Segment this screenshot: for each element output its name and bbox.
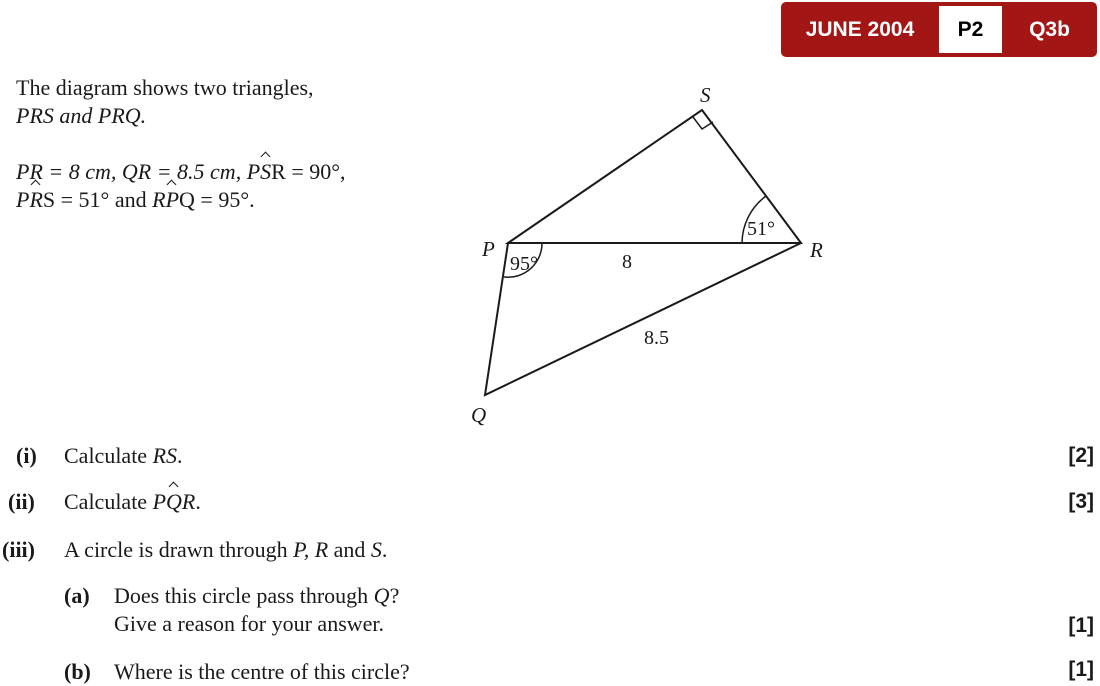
intro-line-1: The diagram shows two triangles, xyxy=(16,75,314,100)
label-angle-p: 95° xyxy=(510,253,538,275)
label-point-q: Q xyxy=(471,403,487,427)
question-number: Q3b xyxy=(1029,18,1070,41)
given-values xyxy=(16,158,346,214)
part-iii-b-marks: [1] xyxy=(1068,658,1094,681)
label-length-qr: 8.5 xyxy=(644,327,669,349)
intro-line-2 xyxy=(16,102,314,130)
part-iii-b-text: Where is the centre of this circle? xyxy=(114,659,410,684)
part-i-marks: [2] xyxy=(1068,444,1094,467)
label-point-s: S xyxy=(700,83,711,107)
part-i-number: (i) xyxy=(16,443,37,468)
part-iii-b-number: (b) xyxy=(64,659,91,684)
given-pr: PR = 8 cm, xyxy=(16,159,122,184)
part-ii-marks: [3] xyxy=(1068,490,1094,513)
label-point-r: R xyxy=(810,238,823,262)
paper-number: P2 xyxy=(939,6,1002,53)
angle-prs-vertex: R xyxy=(29,187,43,212)
triangles-svg xyxy=(440,70,850,440)
part-iii-a-number: (a) xyxy=(64,583,90,608)
part-iii-a-marks: [1] xyxy=(1068,614,1094,637)
part-iii-a-line-2: Give a reason for your answer. xyxy=(114,611,385,636)
exam-date: JUNE 2004 xyxy=(805,18,915,41)
triangles-diagram xyxy=(440,70,850,440)
angle-rpq-end: Q = 95°. xyxy=(179,187,255,212)
angle-rpq-vertex: P xyxy=(165,187,180,212)
angle-psr-start: P xyxy=(246,159,261,184)
intro-description xyxy=(16,74,314,130)
angle-psr-end: R = 90°, xyxy=(271,159,346,184)
angle-prs-end: S = 51° and xyxy=(42,187,153,212)
part-ii-text: Calculate PQR. xyxy=(64,489,201,514)
part-ii-number: (ii) xyxy=(8,489,35,514)
part-i-text: Calculate RS. xyxy=(64,443,183,468)
part-iii-a-line-1: Does this circle pass through Q? xyxy=(114,583,400,608)
given-qr: QR = 8.5 cm, xyxy=(121,159,247,184)
angle-psr-vertex: S xyxy=(260,159,272,184)
part-iii xyxy=(0,536,1100,566)
question-reference-badge xyxy=(781,2,1097,57)
given-line-2 xyxy=(16,186,346,214)
part-ii xyxy=(0,488,1100,518)
part-iii-a xyxy=(0,582,1100,642)
label-point-p: P xyxy=(482,237,495,261)
part-iii-b xyxy=(0,658,1100,686)
label-angle-r: 51° xyxy=(747,218,775,240)
label-length-pr: 8 xyxy=(622,251,632,273)
part-iii-number: (iii) xyxy=(2,537,35,562)
given-line-1 xyxy=(16,158,346,186)
part-i xyxy=(0,442,1100,472)
angle-rpq-start: R xyxy=(152,187,166,212)
angle-prs-start: P xyxy=(16,187,30,212)
right-angle-mark xyxy=(693,117,713,129)
part-iii-text: A circle is drawn through P, R and S. xyxy=(64,537,388,562)
triangle-names: PRS and PRQ. xyxy=(16,103,147,128)
